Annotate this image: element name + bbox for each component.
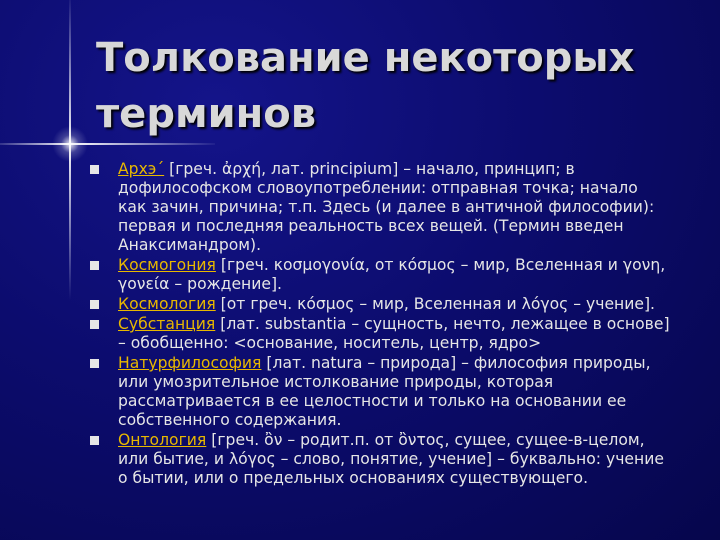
term-link-ontology[interactable]: Онтология [118,431,207,449]
square-bullet-icon [90,300,99,309]
list-item [90,354,670,430]
square-bullet-icon [90,320,99,329]
item-text [118,160,670,255]
item-text [118,354,670,430]
term-link-naturphilosophy[interactable]: Натурфилософия [118,354,262,372]
square-bullet-icon [90,359,99,368]
term-link-arkhe[interactable]: Архэ´ [118,160,165,178]
slide-title: Толкование некоторых терминов [96,35,635,137]
term-description: [греч. ὂν – родит.п. от ὂντος, сущее, сущее-в-целом, или бытие, и λόγος – слово, понятие, учение] – буквально: учение о бытии, или о предельных основаниях существующего. [118,431,664,487]
term-link-cosmology[interactable]: Космология [118,295,216,313]
list-item [90,256,670,294]
term-description: [лат. substantia – сущность, нечто, лежащее в основе] – обобщенно: <основание, носитель, центр, ядро> [118,315,670,352]
term-description: [лат. natura – природа] – философия природы, или умозрительное истолкование природы, которая рассматривается в ее целостности и только на основании ее собственного содержания. [118,354,651,429]
term-description: [от греч. κόσμος – мир, Вселенная и λόγος – учение]. [215,295,656,313]
list-item [90,315,670,353]
list-item [90,160,670,255]
list-item [90,295,670,314]
term-description: [греч. ἀρχή, лат. principium] – начало, принцип; в дофилософском словоупотреблении: отправная точка; начало как зачин, причина; т.п. Здесь (и далее в античной философии): первая и последняя реальность всех вещей. (Термин введен Анаксимандром). [118,160,655,254]
terms-list [90,160,670,489]
item-text [118,295,670,314]
square-bullet-icon [90,436,99,445]
item-text [118,256,670,294]
term-description: [греч. κοσμογονία, от κόσμος – мир, Вселенная и γονη, γονεία – рождение]. [118,256,666,293]
term-link-cosmogony[interactable]: Космогония [118,256,216,274]
term-link-substance[interactable]: Субстанция [118,315,216,333]
decorative-star-glow [52,126,88,162]
item-text [118,431,670,488]
item-text [118,315,670,353]
decorative-horizontal-line [0,143,215,145]
square-bullet-icon [90,165,99,174]
list-item [90,431,670,488]
square-bullet-icon [90,261,99,270]
